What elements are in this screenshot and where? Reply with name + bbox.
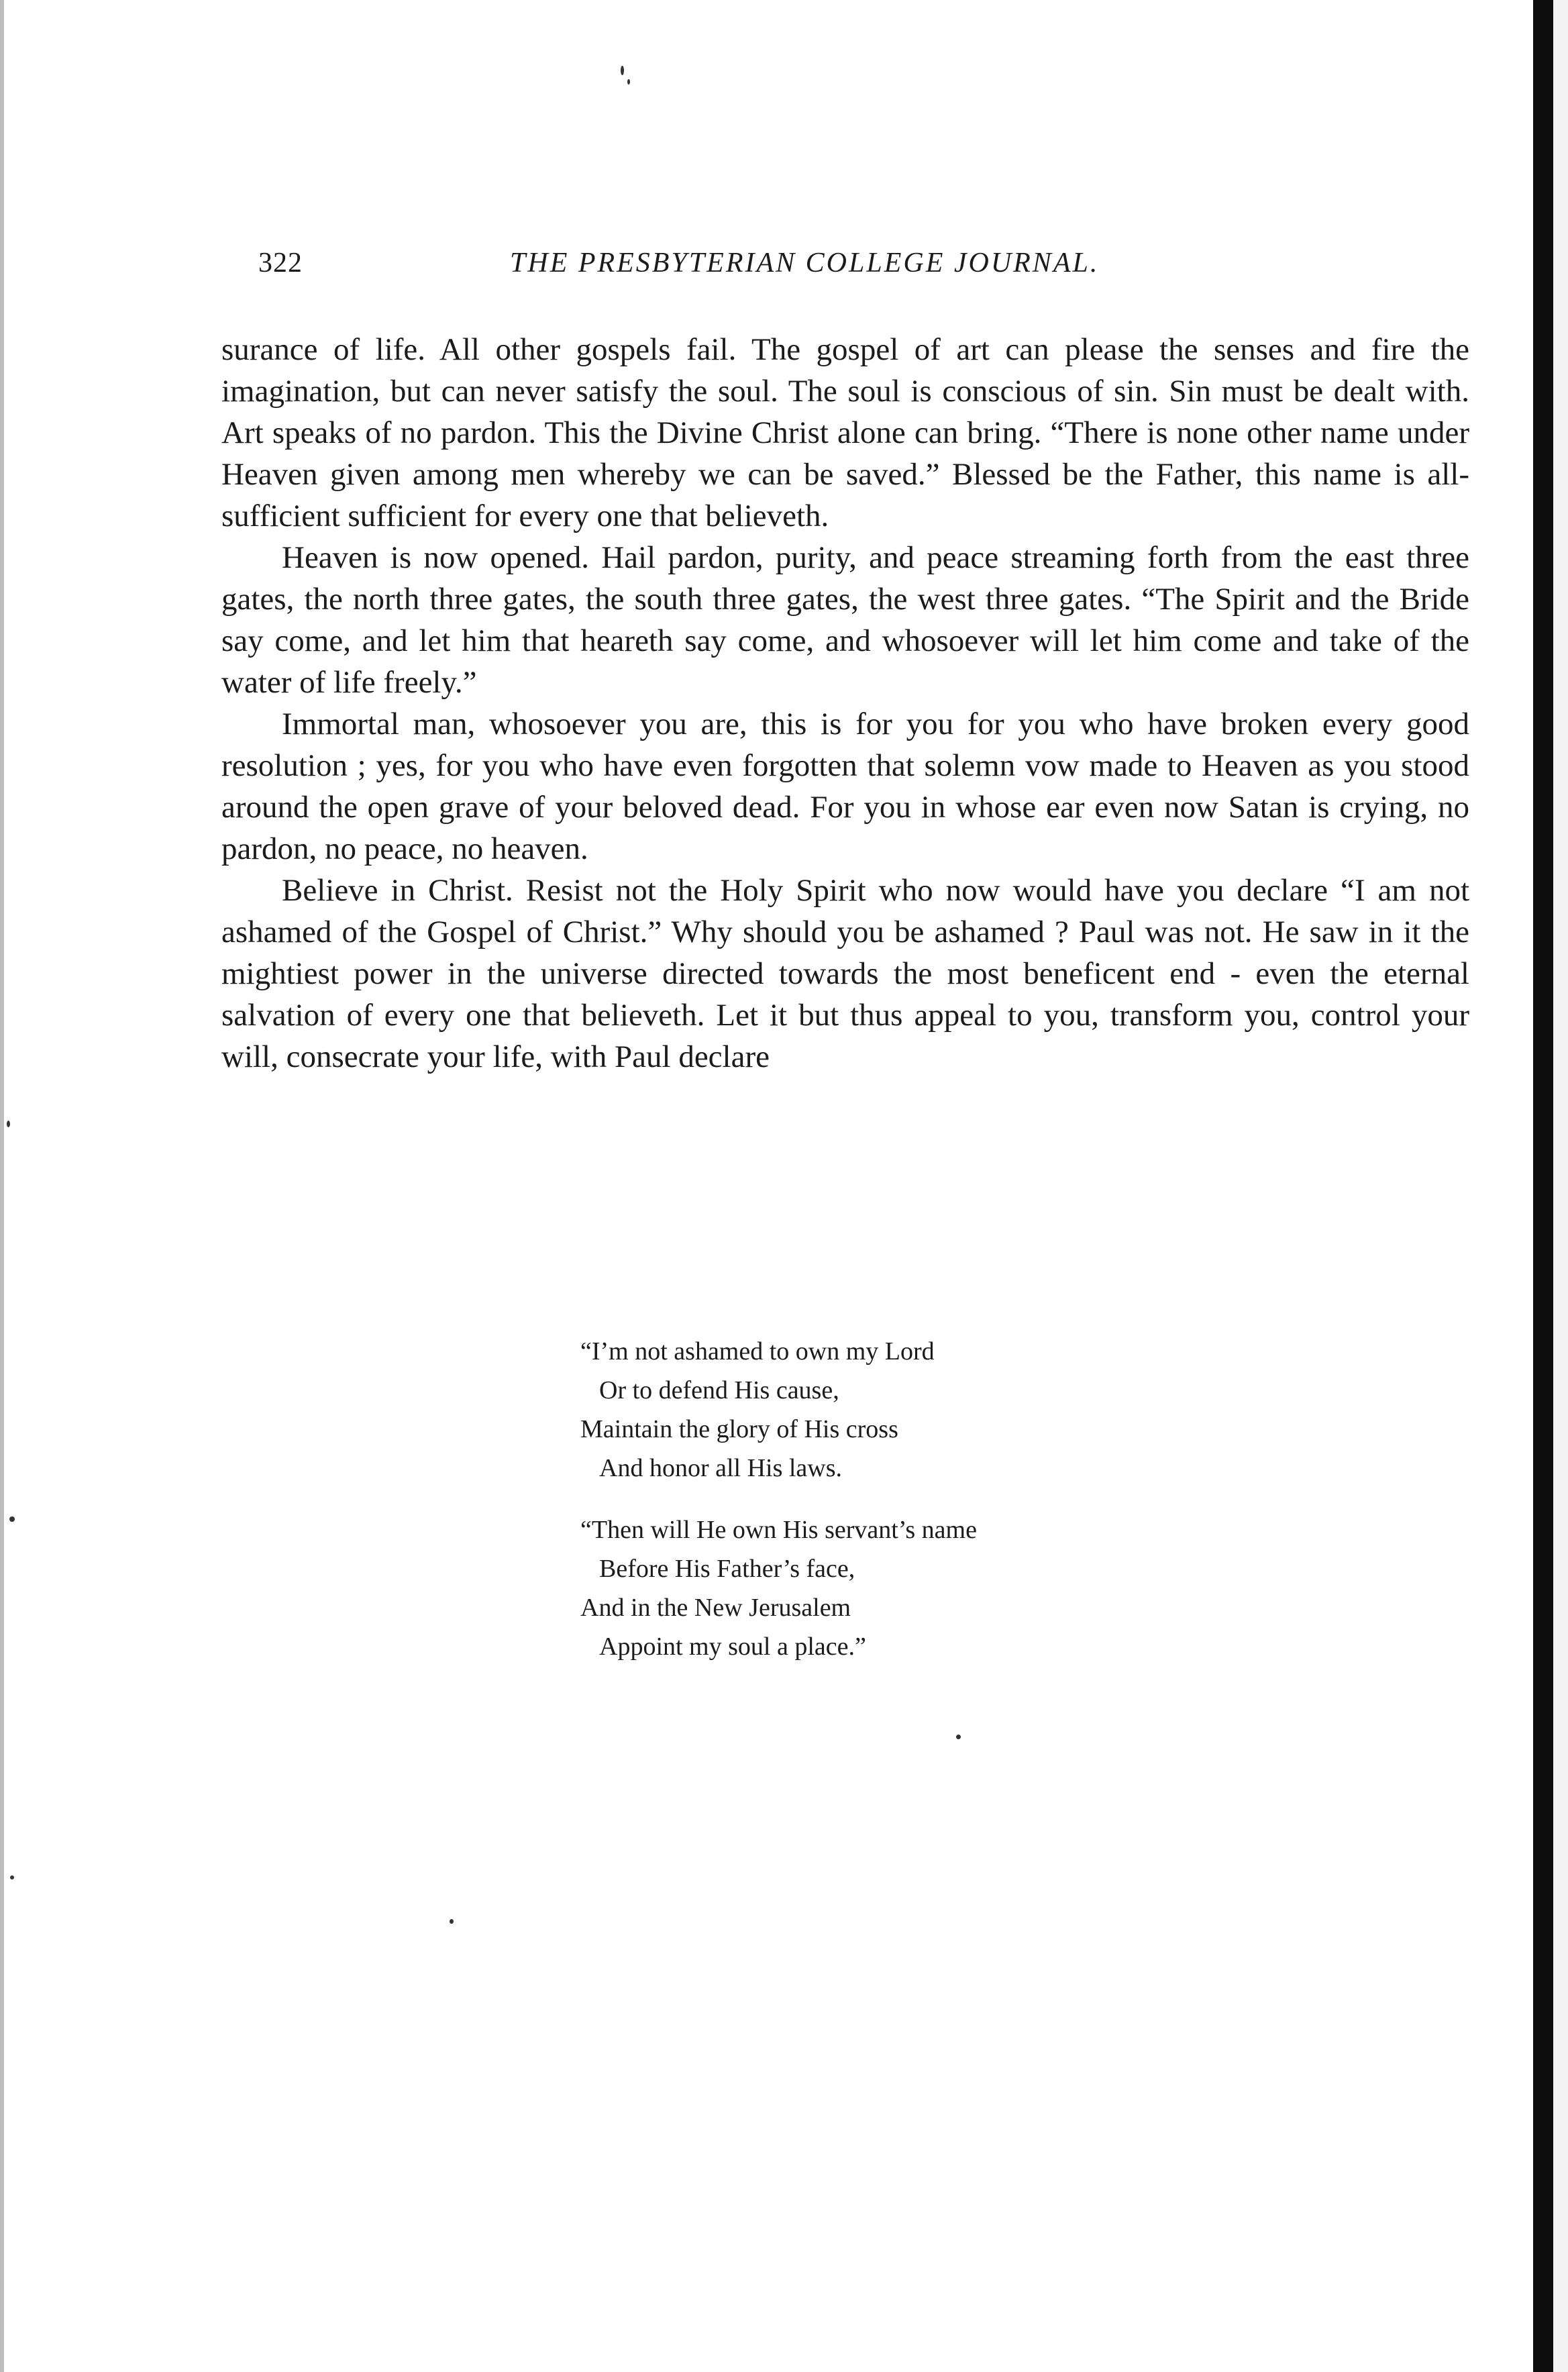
page-number: 322 [258,248,303,278]
journal-title: THE PRESBYTERIAN COLLEGE JOURNAL. [510,248,1100,278]
hymn-stanza-1 [580,1332,1251,1488]
hymn-quotation [580,1332,1251,1689]
scan-speck [9,1516,15,1522]
left-page-edge [0,0,4,2372]
scan-speck [621,66,624,75]
hymn-line: “Then will He own His servant’s name [580,1516,977,1544]
paragraph-4: Believe in Christ. Resist not the Holy Spirit who now would have you declare “I am not ashamed of the Gospel of Christ.” Why should you be ashamed ? Paul was not. He saw in it the mightiest power in the universe directed towards the most beneficent end - even the eternal salvation of every one that believeth. Let it but thus appeal to you, transform you, control your will, consecrate your life, with Paul declare [221,873,1469,1074]
hymn-line: “I’m not ashamed to own my Lord [580,1337,935,1365]
paragraph-1: surance of life. All other gospels fail. The gospel of art can please the senses and fire the imagination, but can never satisfy the soul. The soul is conscious of sin. Sin must be dealt with. Art speaks of no pardon. This the Divine Christ alone can bring. “There is none other name under Heaven given among men whereby we can be saved.” Blessed be the Father, this name is all-sufficient sufficient for every one that believeth. [221,332,1469,533]
article-body [221,329,1469,1078]
hymn-line: Or to defend His cause, [599,1376,839,1404]
hymn-line: And honor all His laws. [599,1454,843,1482]
hymn-line: Maintain the glory of His cross [580,1415,898,1443]
right-binding-shadow [1533,0,1553,2372]
hymn-stanza-2 [580,1510,1251,1666]
hymn-line: Appoint my soul a place.” [599,1633,866,1661]
hymn-line: And in the New Jerusalem [580,1594,851,1622]
hymn-line: Before His Father’s face, [599,1555,855,1583]
scan-speck [627,79,630,85]
scan-speck [450,1919,454,1924]
right-page-margin [1553,0,1568,2372]
paragraph-2: Heaven is now opened. Hail pardon, purity, and peace streaming forth from the east three gates, the north three gates, the south three gates, the west three gates. “The Spirit and the Bride say come, and let him that heareth say come, and whosoever will let him come and take of the water of life freely.” [221,540,1469,700]
scan-speck [956,1735,961,1739]
scan-speck [7,1121,10,1127]
scan-speck [10,1875,14,1879]
paragraph-3: Immortal man, whosoever you are, this is for you for you who have broken every good resolution ; yes, for you who have even forgotten that solemn vow made to Heaven as you stood around the open grave of your beloved dead. For you in whose ear even now Satan is crying, no pardon, no peace, no heaven. [221,707,1469,866]
running-header [258,247,1258,287]
